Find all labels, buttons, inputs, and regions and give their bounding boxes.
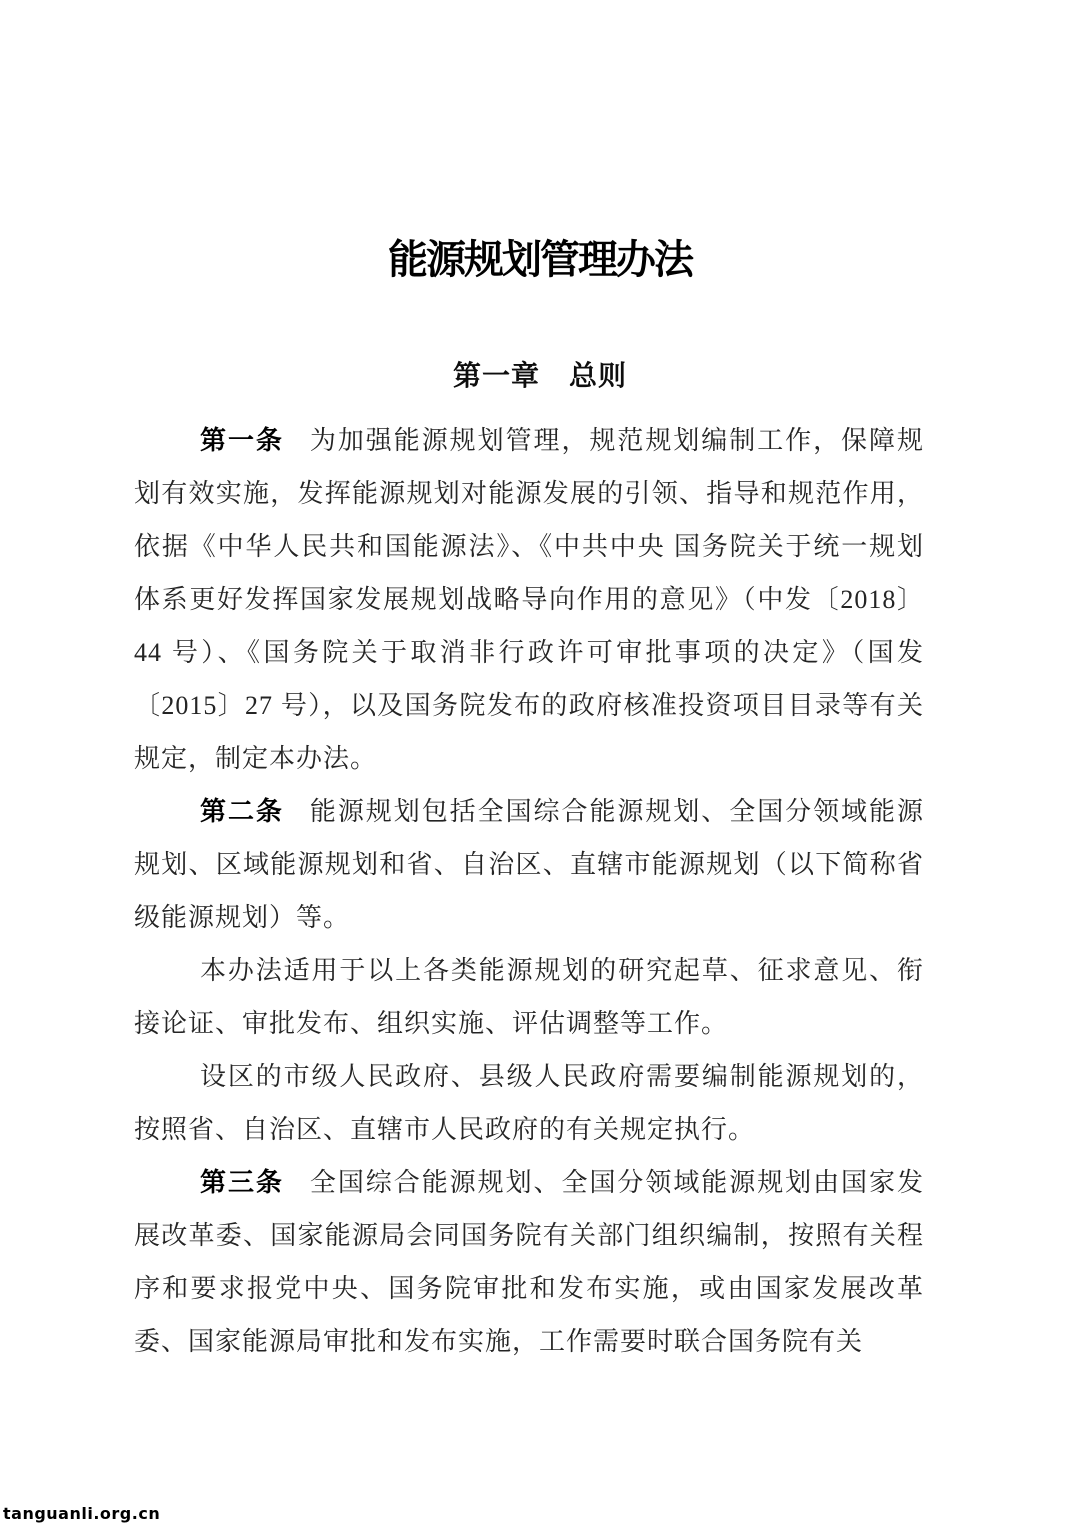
paragraph-article-2-local <box>134 1050 924 1156</box>
article-2-text: 能源规划包括全国综合能源规划、全国分领域能源规划、区域能源规划和省、自治区、直辖市能源规划（以下简称省级能源规划）等。 <box>134 797 924 932</box>
chapter-heading: 第一章 总则 <box>452 360 627 391</box>
article-3-label: 第三条 <box>200 1167 284 1197</box>
watermark-site-url: tanguanli.org.cn <box>3 1504 161 1523</box>
document-title: 能源规划管理办法 <box>388 237 692 282</box>
article-1-label: 第一条 <box>200 425 284 455</box>
paragraph-article-1 <box>134 414 924 785</box>
article-1-text: 为加强能源规划管理，规范规划编制工作，保障规划有效实施，发挥能源规划对能源发展的引领、指导和规范作用，依据《中华人民共和国能源法》、《中共中央 国务院关于统一规划体系更好发挥国家发展规划战略导向作用的意见》（中发〔2018〕44 号）、《国务院关于取消非行政许可审批事项的决定》（国发〔2015〕27 号），以及国务院发布的政府核准投资项目目录等有关规定，制定本办法。 <box>134 426 924 773</box>
paragraph-article-2-scope <box>134 944 924 1050</box>
article-2-label: 第二条 <box>200 796 284 826</box>
article-3-text: 全国综合能源规划、全国分领域能源规划由国家发展改革委、国家能源局会同国务院有关部门组织编制，按照有关程序和要求报党中央、国务院审批和发布实施，或由国家发展改革委、国家能源局审批和发布实施，工作需要时联合国务院有关 <box>134 1168 924 1356</box>
paragraph-article-2 <box>134 785 924 944</box>
article-2-scope-text: 本办法适用于以上各类能源规划的研究起草、征求意见、衔接论证、审批发布、组织实施、评估调整等工作。 <box>134 956 924 1038</box>
paragraph-article-3 <box>134 1156 924 1368</box>
article-2-local-text: 设区的市级人民政府、县级人民政府需要编制能源规划的，按照省、自治区、直辖市人民政府的有关规定执行。 <box>134 1062 924 1144</box>
document-body <box>134 414 924 1368</box>
